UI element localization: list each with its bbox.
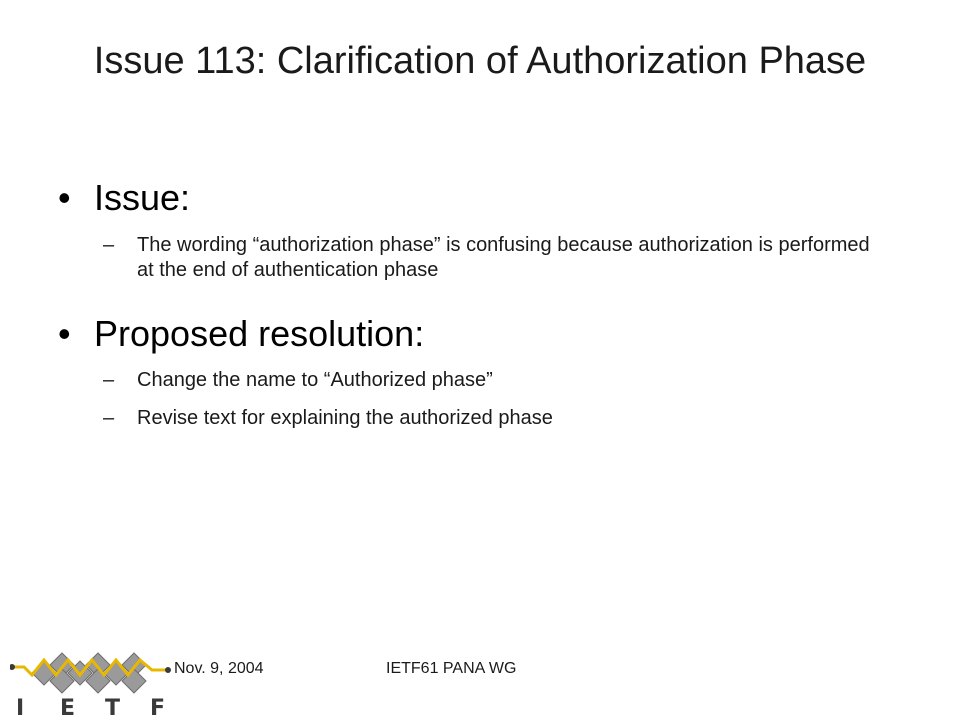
footer-group: IETF61 PANA WG (386, 660, 517, 677)
sub-bullet-dash: – (103, 407, 115, 429)
sub-bullet-issue-wording (103, 233, 883, 283)
bullet-label: Issue: (94, 177, 191, 218)
logo-letter: E (60, 696, 76, 718)
bullet-symbol: • (58, 313, 71, 354)
bullet-proposed-resolution (58, 314, 424, 354)
bullet-issue (58, 178, 190, 218)
bullet-symbol: • (58, 177, 71, 218)
sub-bullet-dash: – (103, 234, 115, 256)
logo-letter: T (105, 696, 121, 718)
sub-bullet-text: Revise text for explaining the authorized phase (137, 407, 553, 429)
sub-bullet-text: The wording “authorization phase” is confusing because authorization is performed at the end of authentication phase (137, 234, 870, 281)
sub-bullet-revise-text (103, 406, 883, 431)
sub-bullet-text: Change the name to “Authorized phase” (137, 369, 493, 391)
sub-bullet-change-name (103, 368, 883, 393)
logo-letter: F (150, 696, 166, 718)
footer-date: Nov. 9, 2004 (174, 660, 264, 677)
bullet-label: Proposed resolution: (94, 313, 425, 354)
ietf-logo-icon (10, 640, 175, 718)
slide-title: Issue 113: Clarification of Authorization Phase (93, 40, 867, 82)
logo-letter: I (16, 696, 25, 718)
sub-bullet-dash: – (103, 369, 115, 391)
